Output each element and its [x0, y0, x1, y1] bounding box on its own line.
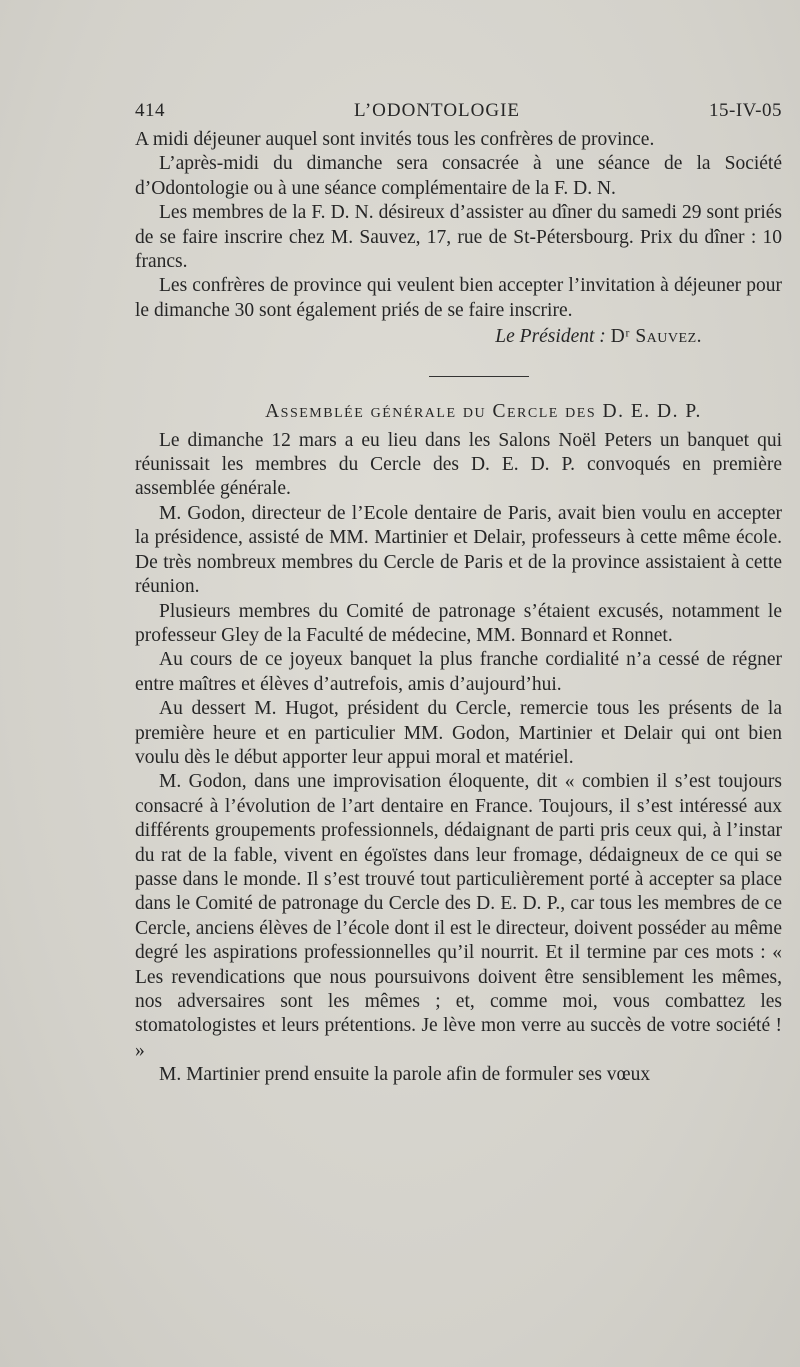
- issue-date: 15-IV-05: [709, 100, 782, 121]
- paragraph: Au cours de ce joyeux banquet la plus franche cordialité n’a cessé de régner entre maîtres et élèves d’autrefois, amis d’aujourd’hui.: [135, 649, 782, 695]
- paragraph: M. Martinier prend ensuite la parole afin de formuler ses vœux: [159, 1064, 651, 1086]
- running-head: [135, 100, 782, 122]
- paragraph: Le dimanche 12 mars a eu lieu dans les Salons Noël Peters un banquet qui réunissait les membres du Cercle des D. E. D. P. convoqués en première assemblée générale.: [135, 429, 782, 500]
- paragraph: M. Godon, directeur de l’Ecole dentaire de Paris, avait bien voulu en accepter la présidence, assisté de MM. Martinier et Delair, professeurs à cette même école. De très nombreux membres du Cercle de Paris et de la province assistaient à cette réunion.: [135, 502, 782, 598]
- body-text-section: [135, 429, 782, 1088]
- paragraph: Au dessert M. Hugot, président du Cercle, remercie tous les présents de la première heure et en particulier MM. Godon, Martinier et Delair qui ont bien voulu dès le début apporter leur appui moral et matériel.: [135, 698, 782, 768]
- paragraph: Les membres de la F. D. N. désireux d’assister au dîner du samedi 29 sont priés de se faire inscrire chez M. Sauvez, 17, rue de St-Pétersbourg. Prix du dîner : 10 francs.: [135, 202, 782, 273]
- journal-title: L’ODONTOLOGIE: [353, 100, 521, 121]
- page-number: 414: [135, 100, 165, 121]
- section-heading: Assemblée générale du Cercle des D. E. D. P.: [265, 400, 702, 422]
- paragraph: M. Godon, dans une improvisation éloquente, dit « combien il s’est toujours consacré à l’évolution de l’art dentaire en France. Toujours, il s’est intéressé aux différents groupements professionnels, dédaignant de parti pris ceux qui, à l’instar du rat de la fable, vivent en égoïstes dans leur fromage, dédaigneux de ce qui se passe dans le monde. Il s’est trouvé tout particulièrement porté à accepter sa place dans le Comité de patronage du Cercle des D. E. D. P., car tous les membres de ce Cercle, anciens élèves de l’école dont il est le directeur, doivent posséder au même degré les aspirations professionnelles qu’il nourrit. Et il termine par ces mots : « Les revendications que nous poursuivons doivent être sensiblement les mêmes, nos adversaires sont les mêmes ; et, comme moi, vous combattez les stomatologistes et leurs prétentions. Je lève mon verre au succès de votre société ! »: [135, 771, 782, 1061]
- paragraph: Les confrères de province qui veulent bien accepter l’invitation à déjeuner pour le dimanche 30 sont également priés de se faire inscrire.: [135, 275, 782, 321]
- signature: [135, 325, 782, 349]
- body-text-top: [135, 128, 782, 323]
- paragraph: A midi déjeuner auquel sont invités tous les confrères de province.: [135, 129, 655, 150]
- section-divider: [429, 376, 529, 377]
- signature-name: Dʳ Sauvez.: [610, 326, 702, 348]
- paragraph: Plusieurs membres du Comité de patronage s’étaient excusés, notamment le professeur Gley de la Faculté de médecine, MM. Bonnard et Ronnet.: [135, 600, 782, 646]
- paragraph: L’après-midi du dimanche sera consacrée à une séance de la Société d’Odontologie ou à une séance complémentaire de la F. D. N.: [135, 153, 782, 199]
- signature-role: Le Président :: [495, 326, 606, 348]
